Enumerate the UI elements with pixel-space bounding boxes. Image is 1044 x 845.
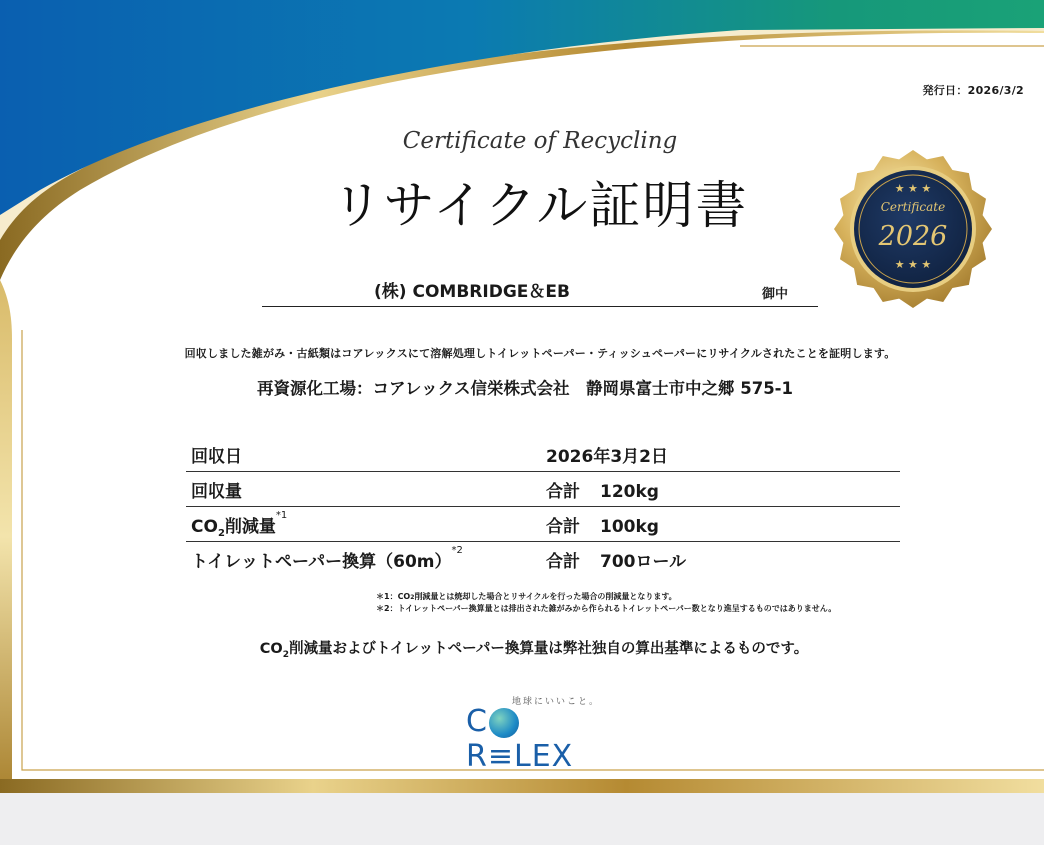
co2-value: 100kg	[600, 516, 659, 537]
issue-date: 発行日：2026/3/2	[922, 84, 1024, 97]
recipient-honorific: 御中	[762, 287, 789, 302]
title-japanese: リサイクル証明書	[331, 177, 749, 236]
label-collection-date: 回収日	[186, 437, 540, 472]
recycling-factory: 再資源化工場：コアレックス信栄株式会社 静岡県富士市中之郷 575-1	[256, 379, 794, 398]
toilet-paper-value: 700ロール	[600, 551, 687, 572]
footnote-2: ＊2：トイレットペーパー換算量とは排出された雑がみから作られるトイレットペーパー数となり進呈するものではありません。	[376, 604, 837, 613]
seal-label: Certificate	[880, 200, 946, 214]
seal-stars-bottom: ★ ★ ★	[894, 258, 932, 271]
recipient-line	[262, 276, 818, 307]
footnote-mark-2: *2	[451, 544, 463, 556]
logo-tagline: 地球にいいこと。	[512, 697, 601, 707]
sum-label: 合計	[546, 516, 580, 537]
table-row	[186, 437, 900, 472]
value-co2-reduction	[540, 507, 900, 542]
footnotes	[376, 591, 836, 615]
table-row	[186, 507, 900, 542]
value-collection-amount	[540, 472, 900, 507]
seal-year: 2026	[878, 221, 948, 252]
recycling-data-table	[186, 437, 900, 576]
value-toilet-paper	[540, 542, 900, 577]
recipient-name: (株) COMBRIDGE＆EB	[374, 282, 570, 302]
certificate-seal-badge	[832, 148, 994, 310]
footnote-mark-1: *1	[275, 509, 288, 521]
table-row	[186, 472, 900, 507]
corelex-logo	[466, 694, 612, 774]
table-row	[186, 542, 900, 577]
globe-icon	[489, 708, 519, 738]
label-co2-reduction: CO2削減量$^{*1}$	[186, 507, 540, 542]
value-collection-date: 2026年3月2日	[540, 437, 900, 472]
seal-stars-top: ★ ★ ★	[894, 182, 932, 195]
certification-statement: 回収しました雑がみ・古紙類はコアレックスにて溶解処理しトイレットペーパー・ティッシュペーパーにリサイクルされたことを証明します。	[184, 347, 896, 360]
label-collection-amount: 回収量	[186, 472, 540, 507]
amount-value: 120kg	[600, 481, 659, 502]
label-toilet-paper: トイレットペーパー換算$(60m)^{*2}$	[191, 544, 463, 572]
logo-wordmark: CR≡LEX	[466, 704, 574, 774]
calculation-basis-note: CO2削減量およびトイレットペーパー換算量は弊社独自の算出基準によるものです。	[259, 641, 809, 660]
sum-label: 合計	[546, 481, 580, 502]
title-english: Certificate of Recycling	[402, 128, 678, 154]
footnote-1: ＊1：CO2削減量とは焼却した場合とリサイクルを行った場合の削減量となります。	[376, 592, 677, 601]
sum-label: 合計	[546, 551, 580, 572]
